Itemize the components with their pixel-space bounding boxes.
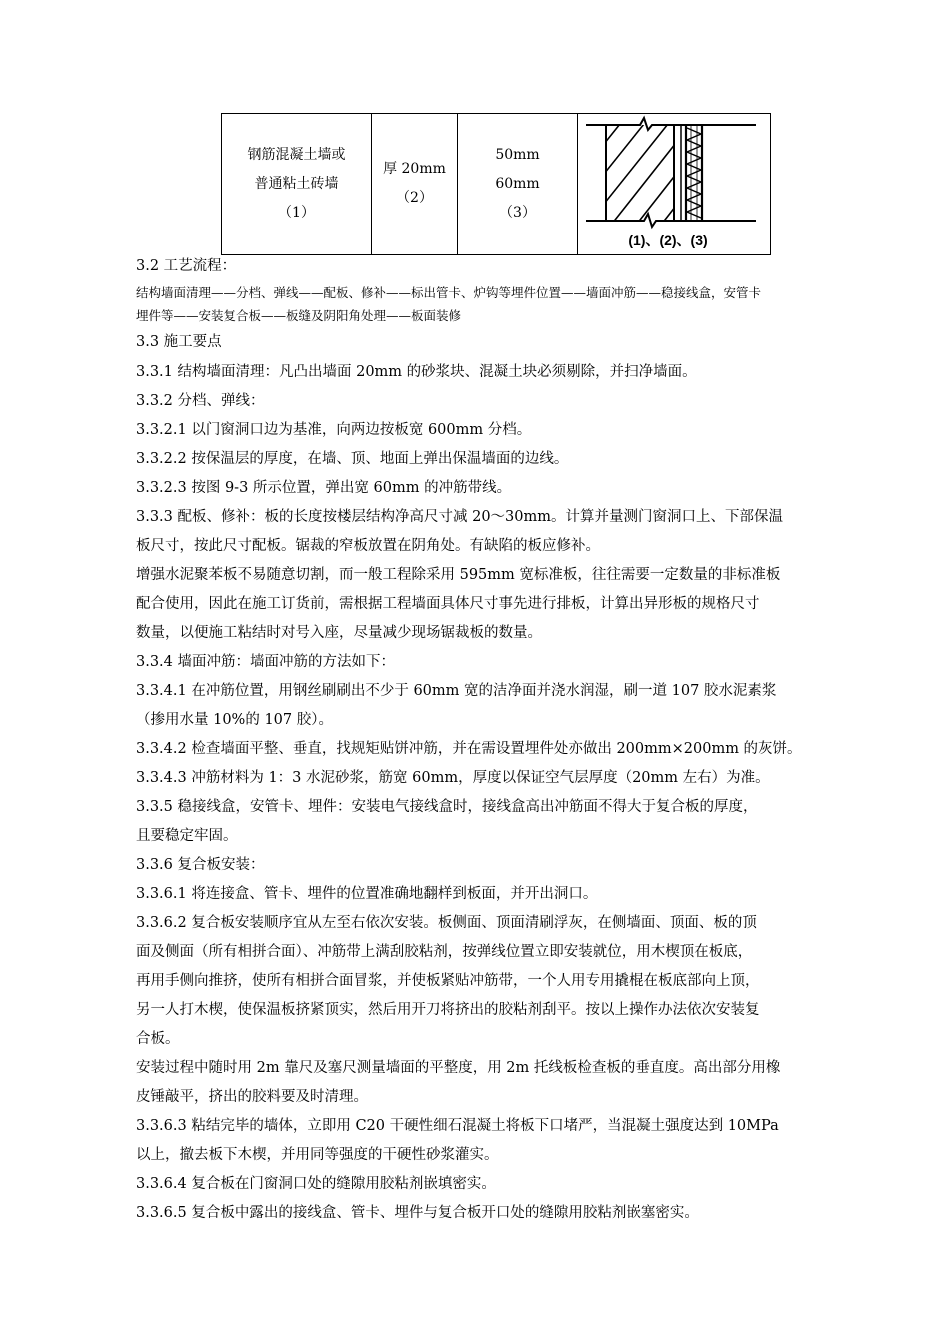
paragraph-line: 增强水泥聚苯板不易随意切割，而一般工程除采用 595mm 宽标准板，往往需要一定数量的非标准板: [136, 567, 781, 583]
paragraph-line: 且要稳定牢固。: [136, 828, 238, 844]
paragraph-line: 3.3.4 墙面冲筋：墙面冲筋的方法如下：: [136, 654, 396, 670]
concrete-wall-hatch: [588, 114, 693, 229]
paragraph-line: 皮锤敲平，挤出的胶料要及时清理。: [136, 1089, 368, 1105]
cell-text: 厚 20mm: [383, 161, 446, 177]
table-cell-diagram: [578, 114, 771, 255]
paragraph-line: 3.3.6.4 复合板在门窗洞口处的缝隙用胶粘剂嵌填密实。: [136, 1176, 496, 1192]
paragraph-line: 再用手侧向推挤，使所有相拼合面冒浆，并使板紧贴冲筋带，一个人用专用撬棍在板底部向上顶，: [136, 973, 760, 989]
paragraph-line: 3.3.4.3 冲筋材料为 1：3 水泥砂浆，筋宽 60mm，厚度以保证空气层厚度（20mm 左右）为准。: [136, 770, 770, 786]
cell-text: （2）: [396, 190, 433, 206]
cell-text: （1）: [278, 204, 315, 221]
wall-section-diagram: [578, 114, 770, 254]
table-cell-board: [458, 114, 578, 255]
cell-text: 50mm: [495, 146, 540, 163]
paragraph-line: 3.3.6.3 粘结完毕的墙体，立即用 C20 干硬性细石混凝土将板下口堵严，当混凝土强度达到 10MPa: [136, 1118, 779, 1134]
paragraph-line: 合板。: [136, 1031, 180, 1047]
paragraph-line: 3.3.2.2 按保温层的厚度，在墙、顶、地面上弹出保温墙面的边线。: [136, 451, 569, 467]
paragraph-line: 3.3.1 结构墙面清理：凡凸出墙面 20mm 的砂浆块、混凝土块必须剔除，并扫净墙面。: [136, 364, 697, 380]
paragraph-line: 安装过程中随时用 2m 靠尺及塞尺测量墙面的平整度，用 2m 托线板检查板的垂直度。高出部分用橡: [136, 1060, 781, 1076]
process-flow-line: 埋件等——安装复合板——板缝及阴阳角处理——板面装修: [136, 308, 462, 323]
table-cell-thickness: [372, 114, 458, 255]
paragraph-line: 3.3.4.2 检查墙面平整、垂直，找规矩贴饼冲筋，并在需设置埋件处亦做出 200mm×200mm 的灰饼。: [136, 741, 802, 757]
paragraph-line: 板尺寸，按此尺寸配板。锯裁的窄板放置在阴角处。有缺陷的板应修补。: [136, 538, 600, 554]
paragraph-line: 3.3.6.2 复合板安装顺序宜从左至右依次安装。板侧面、顶面清刷浮灰，在侧墙面、顶面、板的顶: [136, 915, 757, 931]
paragraph-line: 3.3.3 配板、修补：板的长度按楼层结构净高尺寸减 20～30mm。计算并量测门窗洞口上、下部保温: [136, 509, 784, 525]
paragraph-line: 3.3.6.1 将连接盒、管卡、埋件的位置准确地翻样到板面，并开出洞口。: [136, 886, 598, 902]
cell-text: 普通粘土砖墙: [254, 175, 339, 192]
paragraph-line: 面及侧面（所有相拼合面）、冲筋带上满刮胶粘剂，按弹线位置立即安装就位，用木楔顶在板底，: [136, 944, 753, 960]
paragraph-line: 3.3.2.1 以门窗洞口边为基准，向两边按板宽 600mm 分档。: [136, 422, 532, 438]
table-row: [222, 114, 771, 255]
cell-text: 60mm: [495, 175, 540, 192]
section-heading: 3.3 施工要点: [136, 334, 222, 350]
bottom-break-line: [586, 214, 756, 227]
paragraph-line: 3.3.2 分档、弹线：: [136, 393, 265, 409]
paragraph-line: 3.3.2.3 按图 9-3 所示位置，弹出宽 60mm 的冲筋带线。: [136, 480, 512, 496]
paragraph-line: 数量，以便施工粘结时对号入座，尽量减少现场锯裁板的数量。: [136, 625, 542, 641]
insulation-zigzag: [687, 128, 701, 218]
paragraph-line: 另一人打木楔，使保温板挤紧顶实，然后用开刀将挤出的胶粘剂刮平。按以上操作办法依次安装复: [136, 1002, 760, 1018]
process-flow-line: 结构墙面清理——分档、弹线——配板、修补——标出管卡、炉钩等埋件位置——墙面冲筋——稳接线盒，安管卡: [136, 285, 762, 300]
paragraph-line: 配合使用，因此在施工订货前，需根据工程墙面具体尺寸事先进行排板，计算出异形板的规格尺寸: [136, 596, 760, 612]
section-heading: 3.2 工艺流程：: [136, 258, 237, 274]
diagram-label: (1)、(2)、(3): [628, 232, 708, 248]
top-break-line: [586, 118, 756, 130]
table-cell-wall-type: [222, 114, 372, 255]
wall-construction-table: [221, 113, 771, 255]
cell-text: （3）: [499, 204, 536, 221]
paragraph-line: 3.3.5 稳接线盒，安管卡、埋件：安装电气接线盒时，接线盒高出冲筋面不得大于复合板的厚度，: [136, 799, 758, 815]
paragraph-line: 3.3.6 复合板安装：: [136, 857, 265, 873]
paragraph-line: （掺用水量 10%的 107 胶）。: [136, 712, 333, 728]
paragraph-line: 3.3.6.5 复合板中露出的接线盒、管卡、埋件与复合板开口处的缝隙用胶粘剂嵌塞密实。: [136, 1205, 699, 1221]
paragraph-line: 以上，撤去板下木楔，并用同等强度的干硬性砂浆灌实。: [136, 1147, 499, 1163]
paragraph-line: 3.3.4.1 在冲筋位置，用钢丝刷刷出不少于 60mm 宽的洁净面并浇水润湿，刷一道 107 胶水泥素浆: [136, 683, 777, 699]
cell-text: 钢筋混凝土墙或: [247, 146, 346, 163]
